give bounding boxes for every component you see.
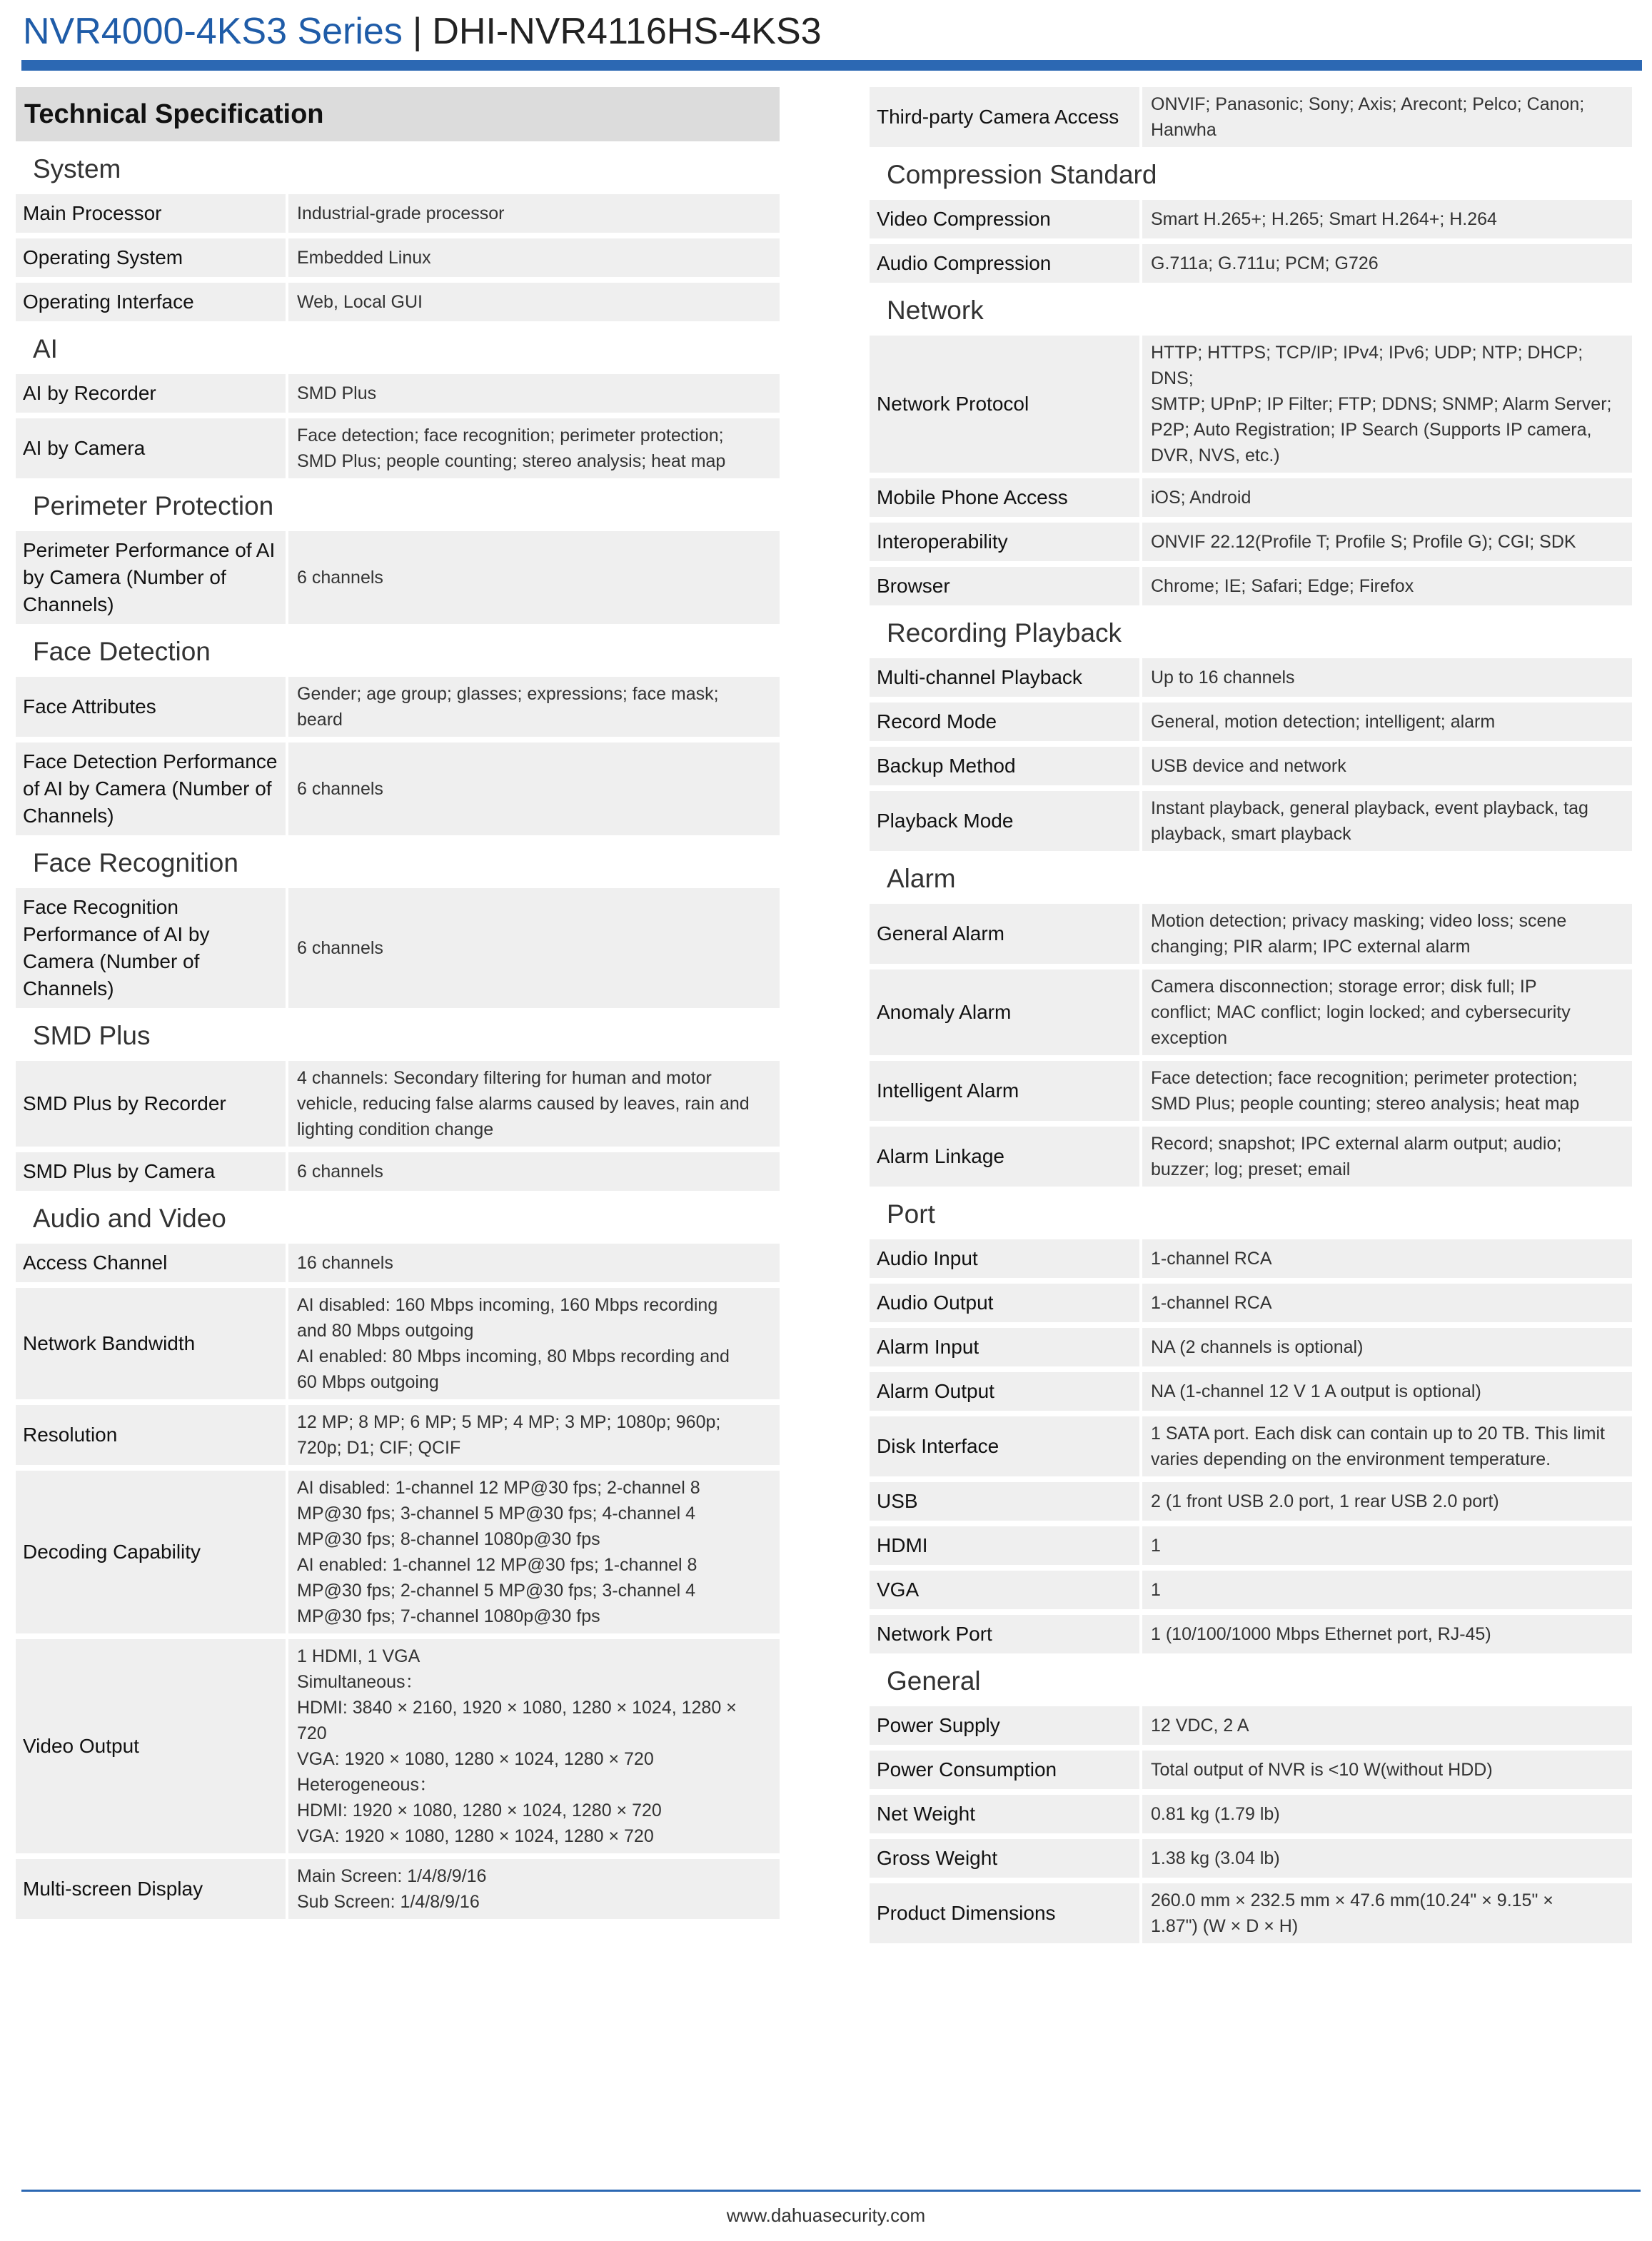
spec-label: Face Recognition Performance of AI by Camera (Number of Channels) [16,888,286,1008]
spec-value: 1 HDMI, 1 VGA Simultaneous： HDMI: 3840 × 2160, 1920 × 1080, 1280 × 1024, 1280 × 720 VGA: 1920 × 1080, 1280 × 1024, 1280 × 720 Heterogeneous： HDMI: 1920 × 1080, 1280 × 1024, 1280 × 720 VGA: 1920 × 1080, 1280 × 1024, 1280 × 720 [288,1639,780,1853]
spec-value: Up to 16 channels [1142,658,1632,697]
spec-row-vga [870,1571,1632,1609]
spec-label: Operating System [16,238,286,277]
spec-label: Network Bandwidth [16,1288,286,1399]
spec-value: 4 channels: Secondary filtering for human and motor vehicle, reducing false alarms caused by leaves, rain and lighting condition change [288,1061,780,1147]
spec-row-hdmi [870,1526,1632,1565]
spec-row-mobile-phone-access [870,478,1632,517]
spec-row-network-bandwidth [16,1288,780,1399]
spec-row-anomaly-alarm [870,970,1632,1055]
spec-value: 12 MP; 8 MP; 6 MP; 5 MP; 4 MP; 3 MP; 1080p; 960p; 720p; D1; CIF; QCIF [288,1405,780,1465]
spec-value: Record; snapshot; IPC external alarm output; audio; buzzer; log; preset; email [1142,1127,1632,1187]
spec-row-alarm-linkage [870,1127,1632,1187]
spec-label: Audio Output [870,1284,1139,1322]
spec-value: NA (1-channel 12 V 1 A output is optional) [1142,1372,1632,1411]
spec-label: AI by Camera [16,418,286,478]
footer-url: www.dahuasecurity.com [726,2205,926,2226]
spec-value: Total output of NVR is <10 W(without HDD) [1142,1751,1632,1789]
spec-value: Gender; age group; glasses; expressions; face mask; beard [288,677,780,737]
spec-value: Face detection; face recognition; perimeter protection; SMD Plus; people counting; stereo analysis; heat map [1142,1061,1632,1121]
spec-label: Product Dimensions [870,1883,1139,1943]
spec-row-face-recognition-performance-of-ai-by-camera-number-of-channels [16,888,780,1008]
spec-row-smd-plus-by-camera [16,1152,780,1191]
spec-value: 12 VDC, 2 A [1142,1706,1632,1745]
spec-label: Alarm Output [870,1372,1139,1411]
spec-value: 1-channel RCA [1142,1284,1632,1322]
spec-row-video-output [16,1639,780,1853]
spec-value: HTTP; HTTPS; TCP/IP; IPv4; IPv6; UDP; NTP; DHCP; DNS; SMTP; UPnP; IP Filter; FTP; DDNS; SNMP; Alarm Server; P2P; Auto Registration; IP Search (Supports IP camera, DVR, NVS, etc.) [1142,336,1632,473]
spec-row-alarm-input [870,1328,1632,1366]
spec-value: 260.0 mm × 232.5 mm × 47.6 mm(10.24" × 9.15" × 1.87") (W × D × H) [1142,1883,1632,1943]
title-separator: | [412,11,423,52]
spec-value: Smart H.265+; H.265; Smart H.264+; H.264 [1142,200,1632,238]
spec-value: 0.81 kg (1.79 lb) [1142,1795,1632,1833]
spec-row-network-port [870,1615,1632,1653]
spec-label: HDMI [870,1526,1139,1565]
right-column [870,87,1632,1949]
model-title: DHI-NVR4116HS-4KS3 [432,11,822,52]
spec-label: Alarm Linkage [870,1127,1139,1187]
spec-row-audio-input [870,1239,1632,1278]
spec-value: 6 channels [288,888,780,1008]
spec-row-power-supply [870,1706,1632,1745]
spec-value: USB device and network [1142,747,1632,785]
spec-value: 1 [1142,1571,1632,1609]
spec-label: Network Port [870,1615,1139,1653]
spec-value: NA (2 channels is optional) [1142,1328,1632,1366]
spec-row-network-protocol [870,336,1632,473]
spec-label: Alarm Input [870,1328,1139,1366]
spec-row-access-channel [16,1244,780,1282]
spec-value: 1-channel RCA [1142,1239,1632,1278]
section-ai: AI [33,334,58,363]
spec-label: Video Output [16,1639,286,1853]
spec-row-third-party-camera-access [870,87,1632,147]
spec-label: Operating Interface [16,283,286,321]
spec-value: AI disabled: 160 Mbps incoming, 160 Mbps recording and 80 Mbps outgoing AI enabled: 80 Mbps incoming, 80 Mbps recording and 60 Mbps outgoing [288,1288,780,1399]
spec-row-video-compression [870,200,1632,238]
spec-value: G.711a; G.711u; PCM; G726 [1142,244,1632,283]
spec-row-resolution [16,1405,780,1465]
spec-label: Browser [870,567,1139,605]
spec-value: ONVIF; Panasonic; Sony; Axis; Arecont; Pelco; Canon; Hanwha [1142,87,1632,147]
spec-value: 6 channels [288,531,780,624]
spec-row-browser [870,567,1632,605]
section-network: Network [887,296,984,325]
spec-row-record-mode [870,702,1632,741]
series-title: NVR4000-4KS3 Series [23,11,403,52]
spec-label: Power Supply [870,1706,1139,1745]
spec-value: 1 (10/100/1000 Mbps Ethernet port, RJ-45) [1142,1615,1632,1653]
spec-label: VGA [870,1571,1139,1609]
spec-label: SMD Plus by Recorder [16,1061,286,1147]
spec-value: General, motion detection; intelligent; alarm [1142,702,1632,741]
spec-value: AI disabled: 1-channel 12 MP@30 fps; 2-channel 8 MP@30 fps; 3-channel 5 MP@30 fps; 4-channel 4 MP@30 fps; 8-channel 1080p@30 fps AI enabled: 1-channel 12 MP@30 fps; 1-channel 8 MP@30 fps; 2-channel 5 MP@30 fps; 3-channel 4 MP@30 fps; 7-channel 1080p@30 fps [288,1471,780,1633]
spec-label: Power Consumption [870,1751,1139,1789]
spec-value: SMD Plus [288,374,780,413]
spec-value: Instant playback, general playback, event playback, tag playback, smart playback [1142,791,1632,851]
spec-value: Motion detection; privacy masking; video loss; scene changing; PIR alarm; IPC external alarm [1142,904,1632,964]
spec-value: Embedded Linux [288,238,780,277]
section-alarm: Alarm [887,864,956,893]
spec-row-product-dimensions [870,1883,1632,1943]
spec-value: Web, Local GUI [288,283,780,321]
spec-row-disk-interface [870,1416,1632,1476]
spec-label: Playback Mode [870,791,1139,851]
footer-rule [21,2190,1641,2192]
spec-row-multi-channel-playback [870,658,1632,697]
spec-label: Access Channel [16,1244,286,1282]
spec-row-smd-plus-by-recorder [16,1061,780,1147]
spec-label: Main Processor [16,194,286,233]
spec-row-audio-compression [870,244,1632,283]
spec-row-alarm-output [870,1372,1632,1411]
spec-label: Decoding Capability [16,1471,286,1633]
spec-label: SMD Plus by Camera [16,1152,286,1191]
spec-value: 1.38 kg (3.04 lb) [1142,1839,1632,1878]
spec-value: Face detection; face recognition; perimeter protection; SMD Plus; people counting; stereo analysis; heat map [288,418,780,478]
spec-title: Technical Specification [16,87,780,141]
spec-row-main-processor [16,194,780,233]
spec-value: 1 [1142,1526,1632,1565]
spec-value: 6 channels [288,742,780,835]
left-column [16,87,780,1925]
spec-label: Gross Weight [870,1839,1139,1878]
spec-value: Industrial-grade processor [288,194,780,233]
spec-label: Backup Method [870,747,1139,785]
spec-label: Multi-channel Playback [870,658,1139,697]
spec-label: Perimeter Performance of AI by Camera (Number of Channels) [16,531,286,624]
section-face-detection: Face Detection [33,637,211,666]
spec-value: iOS; Android [1142,478,1632,517]
spec-row-power-consumption [870,1751,1632,1789]
spec-label: AI by Recorder [16,374,286,413]
header-rule [21,60,1642,71]
spec-row-perimeter-performance-of-ai-by-camera-number-of-channels [16,531,780,624]
spec-label: Audio Compression [870,244,1139,283]
spec-label: Interoperability [870,523,1139,561]
spec-label: Resolution [16,1405,286,1465]
spec-row-backup-method [870,747,1632,785]
spec-value: 6 channels [288,1152,780,1191]
spec-label: Record Mode [870,702,1139,741]
spec-row-usb [870,1482,1632,1521]
section-general: General [887,1666,981,1696]
spec-row-audio-output [870,1284,1632,1322]
spec-value: 16 channels [288,1244,780,1282]
spec-value: Camera disconnection; storage error; disk full; IP conflict; MAC conflict; login locked; and cybersecurity exception [1142,970,1632,1055]
spec-row-decoding-capability [16,1471,780,1633]
spec-label: Multi-screen Display [16,1859,286,1919]
spec-row-ai-by-camera [16,418,780,478]
spec-value: Chrome; IE; Safari; Edge; Firefox [1142,567,1632,605]
spec-label: Mobile Phone Access [870,478,1139,517]
spec-row-intelligent-alarm [870,1061,1632,1121]
spec-label: Network Protocol [870,336,1139,473]
section-smd-plus: SMD Plus [33,1021,151,1050]
spec-value: ONVIF 22.12(Profile T; Profile S; Profile G); CGI; SDK [1142,523,1632,561]
spec-row-operating-interface [16,283,780,321]
section-audio-and-video: Audio and Video [33,1204,226,1233]
spec-value: 2 (1 front USB 2.0 port, 1 rear USB 2.0 port) [1142,1482,1632,1521]
spec-label: Audio Input [870,1239,1139,1278]
spec-label: Net Weight [870,1795,1139,1833]
spec-row-face-attributes [16,677,780,737]
spec-row-multi-screen-display [16,1859,780,1919]
spec-row-ai-by-recorder [16,374,780,413]
spec-row-interoperability [870,523,1632,561]
spec-label: Third-party Camera Access [870,87,1139,147]
spec-label: Video Compression [870,200,1139,238]
document-header [23,10,822,60]
spec-row-operating-system [16,238,780,277]
section-face-recognition: Face Recognition [33,848,238,877]
spec-label: Disk Interface [870,1416,1139,1476]
spec-label: Intelligent Alarm [870,1061,1139,1121]
spec-value: Main Screen: 1/4/8/9/16 Sub Screen: 1/4/8/9/16 [288,1859,780,1919]
spec-row-face-detection-performance-of-ai-by-camera-number-of-channels [16,742,780,835]
spec-label: Anomaly Alarm [870,970,1139,1055]
spec-label: General Alarm [870,904,1139,964]
spec-label: Face Attributes [16,677,286,737]
spec-row-general-alarm [870,904,1632,964]
spec-row-gross-weight [870,1839,1632,1878]
spec-label: Face Detection Performance of AI by Camera (Number of Channels) [16,742,286,835]
section-perimeter-protection: Perimeter Protection [33,491,274,520]
section-compression-standard: Compression Standard [887,160,1157,189]
section-port: Port [887,1199,935,1229]
spec-label: USB [870,1482,1139,1521]
spec-value: 1 SATA port. Each disk can contain up to 20 TB. This limit varies depending on the environment temperature. [1142,1416,1632,1476]
spec-row-net-weight [870,1795,1632,1833]
spec-row-playback-mode [870,791,1632,851]
section-system: System [33,154,121,183]
section-recording-playback: Recording Playback [887,618,1122,648]
